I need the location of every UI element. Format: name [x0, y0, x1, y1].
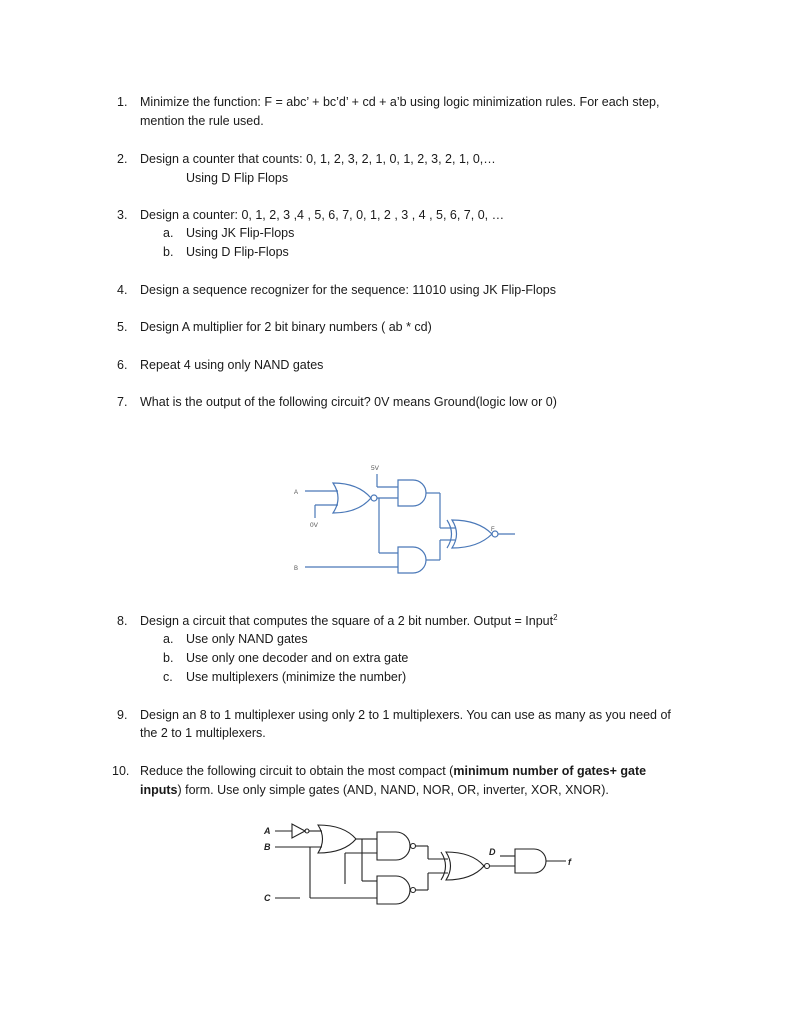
q7-label-b: B — [294, 566, 299, 572]
q10-line1-pre: Reduce the following circuit to obtain the most compact ( — [140, 764, 454, 778]
q7-label-0v: 0V — [310, 522, 318, 529]
q3-item-b-label: b. — [163, 245, 174, 259]
q10-line1-bold: minimum number of gates+ gate — [453, 764, 647, 778]
q2-number: 2. — [117, 152, 128, 166]
q3-number: 3. — [117, 208, 128, 222]
q7-label-a: A — [294, 490, 299, 496]
q10-number: 10. — [112, 764, 130, 778]
q8-item-b-text: Use only one decoder and on extra gate — [186, 651, 409, 665]
q3-text-line1: Design a counter: 0, 1, 2, 3 ,4 , 5, 6, 7, 0, 1, 2 , 3 , 4 , 5, 6, 7, 0, … — [140, 208, 505, 222]
q10-label-d: D — [489, 847, 496, 857]
q7-label-5v: 5V — [371, 465, 379, 472]
q1-number: 1. — [117, 95, 128, 109]
q10-label-c: C — [264, 893, 271, 903]
q10-line2-post: ) form. Use only simple gates (AND, NAND, NOR, OR, inverter, XOR, XNOR). — [177, 783, 609, 797]
q10-label-f: f — [568, 857, 571, 867]
q10-text-line2 — [140, 783, 609, 797]
q1-text-line1: Minimize the function: F = abc’ + bc’d’ + cd + a’b using logic minimization rules. For each step, — [140, 95, 660, 109]
q7-circuit-diagram — [280, 455, 520, 585]
q3-item-b-text: Using D Flip-Flops — [186, 245, 289, 259]
q8-item-c-text: Use multiplexers (minimize the number) — [186, 670, 407, 684]
q8-item-b-label: b. — [163, 651, 174, 665]
q8-item-a-label: a. — [163, 632, 174, 646]
q9-text-line2: the 2 to 1 multiplexers. — [140, 726, 266, 740]
q10-line2-bold: inputs — [140, 783, 178, 797]
q2-text-line1: Design a counter that counts: 0, 1, 2, 3, 2, 1, 0, 1, 2, 3, 2, 1, 0,… — [140, 152, 496, 166]
q3-item-a-label: a. — [163, 226, 174, 240]
q4-number: 4. — [117, 283, 128, 297]
q9-text-line1: Design an 8 to 1 multiplexer using only 2 to 1 multiplexers. You can use as many as you need of — [140, 708, 671, 722]
q7-text: What is the output of the following circuit? 0V means Ground(logic low or 0) — [140, 395, 557, 409]
q6-number: 6. — [117, 358, 128, 372]
q8-item-a-text: Use only NAND gates — [186, 632, 308, 646]
q1-text-line2: mention the rule used. — [140, 114, 264, 128]
q8-item-c-label: c. — [163, 670, 173, 684]
q8-superscript: 2 — [553, 612, 558, 622]
q8-number: 8. — [117, 614, 128, 628]
q6-text: Repeat 4 using only NAND gates — [140, 358, 324, 372]
q10-circuit-diagram — [255, 815, 585, 915]
q4-text: Design a sequence recognizer for the sequence: 11010 using JK Flip-Flops — [140, 283, 556, 297]
q10-label-a: A — [264, 826, 271, 836]
q10-label-b: B — [264, 842, 271, 852]
q7-number: 7. — [117, 395, 128, 409]
q8-text — [140, 614, 558, 628]
q5-text: Design A multiplier for 2 bit binary numbers ( ab * cd) — [140, 320, 432, 334]
q2-text-line2: Using D Flip Flops — [186, 171, 289, 185]
q7-label-f: F — [491, 527, 495, 533]
q9-number: 9. — [117, 708, 128, 722]
q3-item-a-text: Using JK Flip-Flops — [186, 226, 295, 240]
q10-text-line1 — [140, 764, 646, 778]
q8-text-main: Design a circuit that computes the square of a 2 bit number. Output = Input — [140, 614, 554, 628]
q5-number: 5. — [117, 320, 128, 334]
